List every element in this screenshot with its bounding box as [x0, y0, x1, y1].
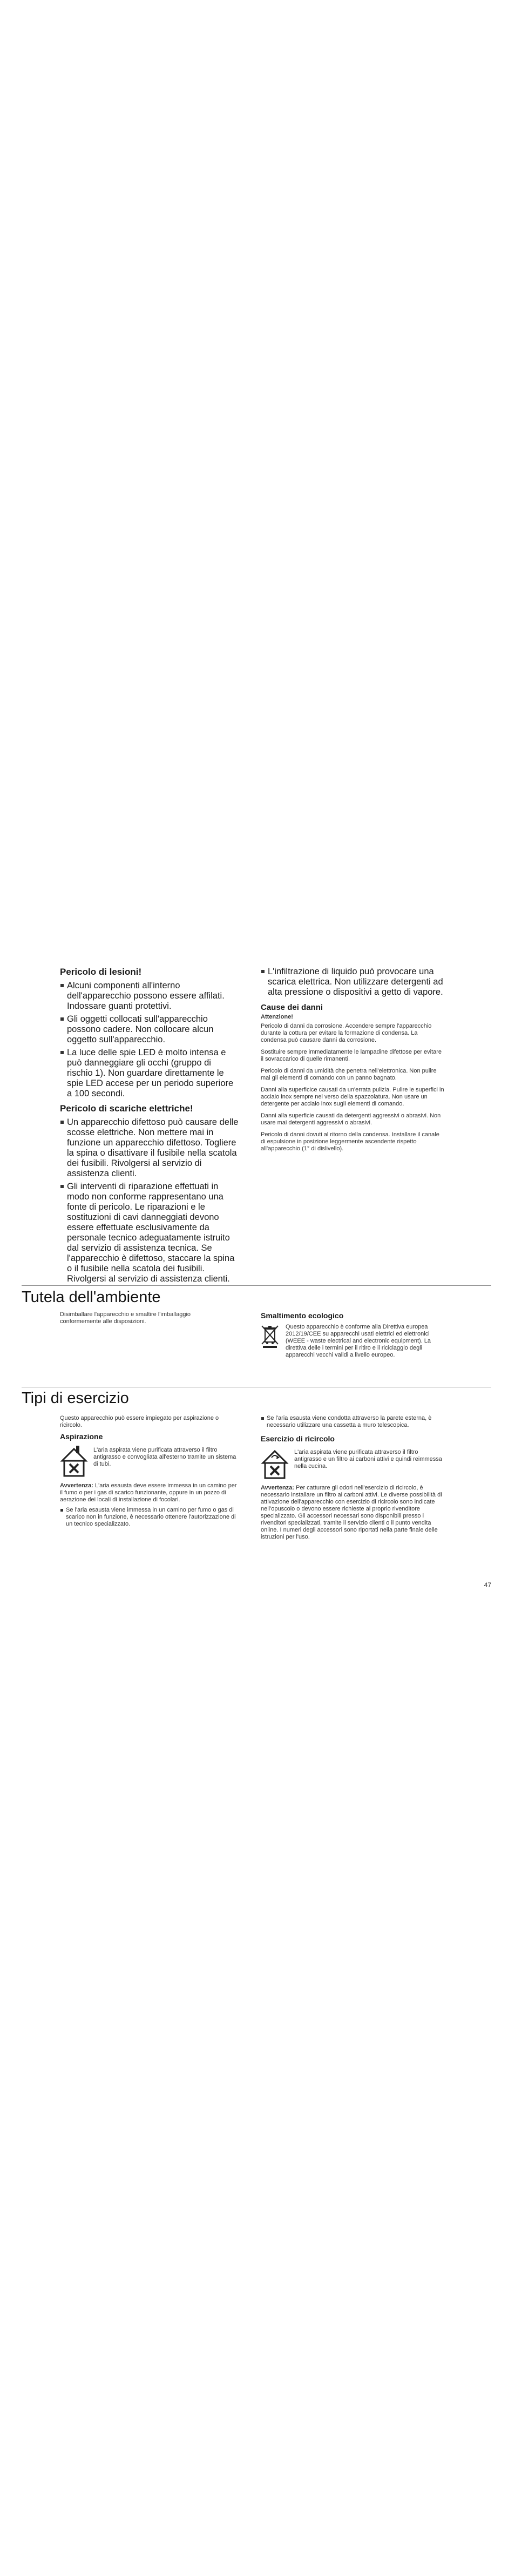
list-item: Un apparecchio difettoso può causare delle scosse elettriche. Non mettere mai in funzione un apparecchio difettoso. Togliere la spina o disattivare il fusibile nella scatola dei fusibili. Rivolgersi al servizio di assistenza clienti. — [60, 1117, 239, 1179]
recirculation-warning — [261, 1485, 444, 1541]
extraction-bullets — [60, 1507, 239, 1528]
disposal-text: Questo apparecchio è conforme alla Direttiva europea 2012/19/CEE su apparecchi usati elettrici ed elettronici (WEEE - waste electrical and electronic equipment). La direttiva delle i termini per il ritiro e il riciclaggio degli apparecchi vecchi validi a livello europeo. — [286, 1324, 431, 1358]
operation-right-note — [261, 1415, 444, 1429]
damage-paragraph: Sostituire sempre immediatamente le lampadine difettose per evitare il sovraccarico di quelle rimanenti. — [261, 1049, 442, 1062]
environment-title: Tutela dell'ambiente — [22, 1289, 161, 1306]
extraction-warning — [60, 1482, 239, 1503]
operation-right-column — [261, 1415, 444, 1541]
damage-paragraph: Pericolo di danni dovuti al ritorno della condensa. Installare il canale di espulsione in posizione leggermente ascendente rispetto all'apparecchio (1° di dislivello). — [261, 1131, 439, 1152]
recirculation-mode-icon — [261, 1447, 287, 1479]
damage-paragraph: Danni alla superficice causati da un'errata pulizia. Pulire le superfici in acciaio inox sempre nel verso della spazzolatura. Non usare un detergente per acciaio inox sugli elementi di comando. — [261, 1087, 444, 1107]
extraction-block — [60, 1432, 239, 1530]
damage-heading: Cause dei danni — [261, 1003, 323, 1012]
damage-paragraph: Pericolo di danni da umidità che penetra nell'elettronica. Non pulire mai gli elementi di comando con un panno bagnato. — [261, 1068, 437, 1081]
disposal-heading: Smaltimento ecologico — [261, 1311, 344, 1320]
warning-label: Avvertenza: — [261, 1485, 294, 1491]
environment-intro: Disimballare l'apparecchio e smaltire l'imballaggio conformemente alle disposizioni. — [60, 1311, 191, 1325]
damage-attention: Attenzione! — [261, 1014, 293, 1020]
safety-right-column — [261, 967, 444, 1157]
disposal-block — [261, 1311, 444, 1359]
damage-paragraph: Danni alla superficie causati da detergenti aggressivi o abrasivi. Non usare mai detergenti aggressivi o abrasivi. — [261, 1112, 441, 1126]
injury-list — [60, 981, 239, 1099]
section-divider — [22, 1285, 491, 1286]
recirculation-heading: Esercizio di ricircolo — [261, 1434, 335, 1443]
list-item: Gli interventi di riparazione effettuati in modo non conforme rappresentano una fonte di pericolo. Le riparazioni e le sostituzioni di cavi danneggiati devono essere effettuate esclusivamente da personale tecnico adeguatamente istruito dal servizio di assistenza tecnica. Se l'apparecchio è difettoso, staccare la spina o il fusibile nella scatola dei fusibili. Rivolgersi al servizio di assistenza clienti. — [60, 1182, 239, 1284]
extraction-heading: Aspirazione — [60, 1432, 103, 1441]
electric-heading: Pericolo di scariche elettriche! — [60, 1103, 193, 1114]
warning-text: L'aria esausta deve essere immessa in un camino per il fumo o per i gas di scarico funzionante, oppure in un pozzo di aerazione dei locali di installazione di focolari. — [60, 1482, 237, 1503]
warning-label: Avvertenza: — [60, 1482, 93, 1489]
list-item: Alcuni componenti all'interno dell'apparecchio possono essere affilati. Indossare guanti protettivi. — [60, 981, 239, 1011]
list-item: La luce delle spie LED è molto intensa e può danneggiare gli occhi (gruppo di rischio 1). Non guardare direttamente le spie LED accese per un periodo superiore a 100 secondi. — [60, 1048, 239, 1099]
damage-paragraphs — [261, 1023, 444, 1152]
safety-left-column — [60, 967, 239, 1289]
operation-title: Tipi di esercizio — [22, 1390, 129, 1407]
operation-intro: Questo apparecchio può essere impiegato per aspirazione o ricircolo. — [60, 1415, 219, 1428]
page-number: 47 — [484, 1581, 491, 1589]
electric-list-continued — [261, 967, 444, 997]
extraction-mode-icon — [60, 1445, 86, 1477]
damage-paragraph: Pericolo di danni da corrosione. Accendere sempre l'apparecchio durante la cottura per evitare la formazione di condensa. La condensa può causare danni da corrosione. — [261, 1023, 432, 1043]
list-item: Gli oggetti collocati sull'apparecchio possono cadere. Non collocare alcun oggetto sull'apparecchio. — [60, 1014, 239, 1045]
electric-list — [60, 1117, 239, 1284]
recirculation-text: L'aria aspirata viene purificata attraverso il filtro antigrasso e un filtro ai carboni attivi e quindi reimmessa nella cucina. — [294, 1449, 442, 1469]
warning-text: Per catturare gli odori nell'esercizio di ricircolo, è necessario installare un filtro ai carboni attivi. Le diverse possibilità di attivazione dell'apparecchio con esercizio di ricircolo sono indicate nell'opuscolo o devono essere richieste al proprio rivenditore specializzato. Gli accessori necessari sono disponibili presso i rivenditori specializzati, tramite il servizio clienti o il punto vendita online. I numeri degli accessori sono riportati nella parte finale delle istruzioni per l'uso. — [261, 1485, 442, 1540]
extraction-text: L'aria aspirata viene purificata attraverso il filtro antigrasso e convogliata all'esterno tramite un sistema di tubi. — [93, 1447, 236, 1467]
list-item: Se l'aria esausta viene condotta attraverso la parete esterna, è necessario utilizzare una cassetta a muro telescopica. — [261, 1415, 444, 1429]
list-item: L'infiltrazione di liquido può provocare una scarica elettrica. Non utilizzare detergenti ad alta pressione o dispositivi a getto di vapore. — [261, 967, 444, 997]
crossed-out-bin-icon — [261, 1324, 280, 1359]
injury-heading: Pericolo di lesioni! — [60, 967, 142, 977]
list-item: Se l'aria esausta viene immessa in un camino per fumo o gas di scarico non in funzione, è necessario ottenere l'autorizzazione di un tecnico specializzato. — [60, 1507, 239, 1528]
